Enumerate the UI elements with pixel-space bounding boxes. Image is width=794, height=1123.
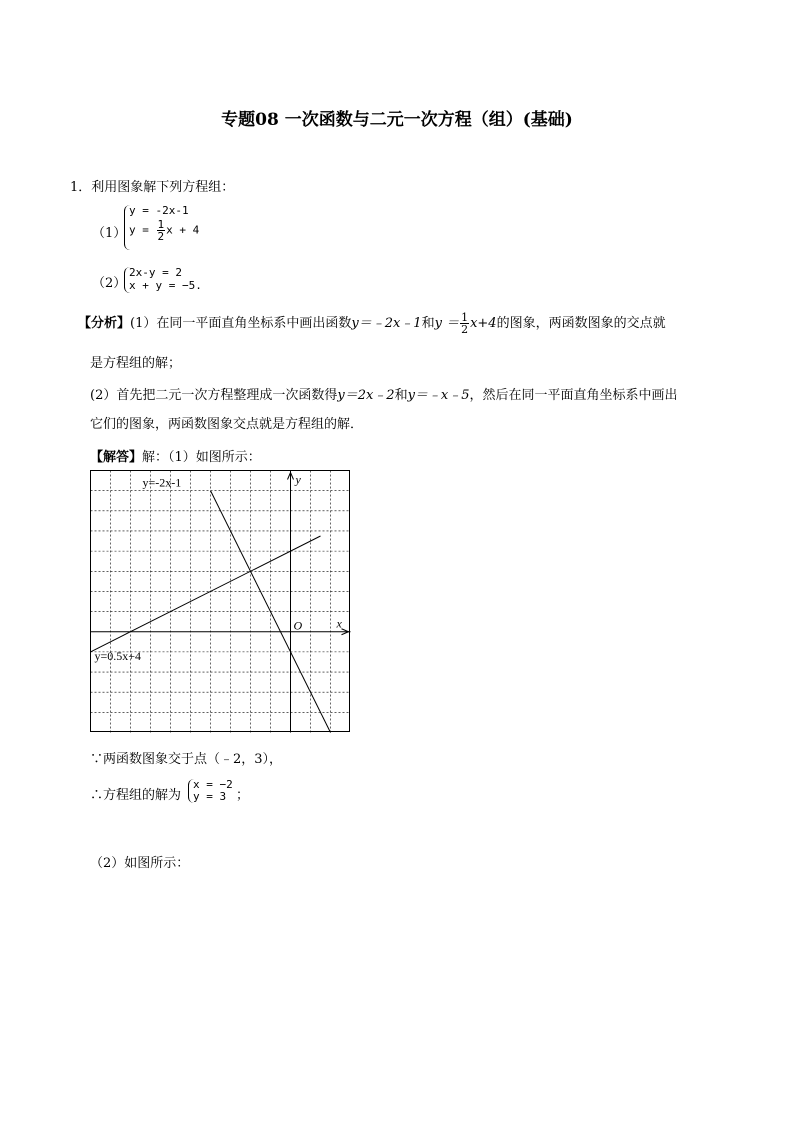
part2-label: （2） [92,276,127,291]
question-text: 利用图象解下列方程组： [91,180,235,195]
analysis-func4: y＝﹣x﹣5 [407,388,470,403]
function-graph [90,470,352,734]
solution-x: x = −2 [193,778,233,791]
because-line: ∵两函数图象交于点（﹣2，3）， [90,752,283,767]
analysis-fraction [460,312,469,335]
therefore-line: ∴方程组的解为 [90,788,182,803]
origin-label: O [293,618,303,633]
analysis-func3: y＝2x﹣2 [337,388,395,403]
part1-frac-den: 2 [157,230,165,243]
analysis-p1-b: 的图象，两函数图象的交点就 [496,316,666,331]
part2-eq2-text: x + y = −5 [129,279,196,292]
solution-end: ； [236,788,250,803]
page-title: 专题08 一次函数与二元一次方程（组）(基础) [221,110,573,130]
line2-label: y=0.5x+4 [94,648,142,663]
analysis-tag: 【分析】 [78,316,131,331]
answer-intro: 解：（1）如图所示： [142,450,261,465]
part2-answer: （2）如图所示： [90,856,190,871]
analysis-line4: 它们的图象，两函数图象交点就是方程组的解． [90,417,364,432]
part1-eq2 [129,219,199,242]
analysis-p2-b: ，然后在同一平面直角坐标系中画出 [469,388,678,403]
answer-intro-line [90,446,261,465]
analysis-p2-a: (2）首先把二元一次方程整理成一次函数得 [90,388,338,403]
analysis-and1: 和 [421,316,435,331]
part1-eq2-rhs: x + 4 [166,223,200,237]
x-axis-label: x [336,616,342,631]
answer-tag: 【解答】 [90,450,143,465]
series-line-2 [91,536,321,652]
analysis-p1-a: (1）在同一平面直角坐标系中画出函数 [130,316,352,331]
analysis-frac-num: 1 [461,311,469,324]
analysis-frac-den: 2 [461,323,469,336]
line1-label: y=-2x-1 [142,475,182,490]
y-axis-label: y [295,472,301,487]
analysis-and2: 和 [394,388,408,403]
question-header [70,176,234,195]
part1-eq2-lhs: y = [129,223,156,237]
part2-eq1: 2x-y = 2 [129,266,182,279]
analysis-line3 [90,384,678,403]
part2-eq2 [129,279,202,292]
part2-end: . [195,279,202,292]
part1-fraction [157,219,166,242]
part1-eq1: y = -2x-1 [129,204,189,217]
analysis-line1 [78,312,666,335]
part1-frac-num: 1 [157,218,165,231]
solution-y: y = 3 [193,790,227,803]
analysis-func2-lhs: y ＝ [434,316,460,331]
question-number: 1． [70,180,92,195]
analysis-line2: 是方程组的解； [90,356,182,371]
part1-label: （1） [92,226,127,241]
analysis-func2-rhs: x+4 [470,316,497,331]
analysis-func1: y＝﹣2x﹣1 [351,316,422,331]
